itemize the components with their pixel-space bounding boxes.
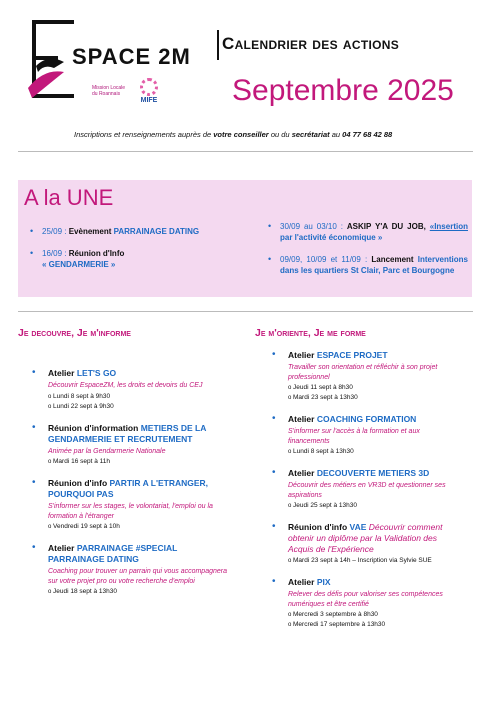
- activity-dates: [288, 610, 462, 630]
- title-divider: [217, 30, 219, 60]
- activity-item: [32, 368, 232, 412]
- activity-description: Découvrir EspaceZM, les droits et devoirs du CEJ: [48, 382, 203, 389]
- activity-dates: [48, 587, 232, 597]
- une-right-list: [266, 221, 468, 287]
- partner-logos: [92, 78, 158, 104]
- activity-date: o Lundi 22 sept à 9h30: [48, 402, 232, 412]
- activity-date: o Mercredi 17 septembre à 13h30: [288, 620, 462, 630]
- une-item: [266, 254, 468, 276]
- une-date: 25/09 :: [42, 227, 67, 236]
- activity-title: • Atelier PARRAINAGE #SPECIAL PARRAINAGE DATING: [48, 543, 178, 564]
- activity-description: S'informer sur l'accès à la formation et aux financements: [288, 428, 420, 445]
- une-date: 16/09 :: [42, 249, 67, 258]
- activity-title: • Atelier COACHING FORMATION: [288, 414, 417, 424]
- activity-description: Découvrir des métiers en VR3D et questionner ses aspirations: [288, 482, 446, 499]
- une-highlight: par l'activité économique »: [280, 233, 383, 242]
- activity-description: S'informer sur les stages, le volontariat, l'emploi ou la formation à l'étranger: [48, 503, 213, 520]
- activity-item: [32, 478, 232, 532]
- activity-title: • Réunion d'info VAE Découvrir comment obtenir un diplôme par la Validation des Acquis de l'Expérience: [288, 522, 443, 554]
- activity-dates: [288, 383, 462, 403]
- une-item: [266, 221, 468, 243]
- activity-description: Coaching pour trouver un parrain qui vous accompagnera sur votre projet pro ou votre recherche d'emploi: [48, 568, 227, 585]
- activity-title: • Réunion d'information METIERS DE LA GENDARMERIE ET RECRUTEMENT: [48, 422, 207, 444]
- activity-item: [272, 468, 462, 511]
- une-label: Evènement: [68, 227, 112, 236]
- activity-date: o Lundi 8 sept à 9h30: [48, 392, 232, 402]
- activity-item: [32, 423, 232, 468]
- une-date: 30/09 au 03/10 :: [280, 222, 343, 231]
- month-title: Septembre 2025: [232, 74, 454, 107]
- activity-description: Animée par la Gendarmerie Nationale: [48, 447, 166, 455]
- activity-title: • Atelier DECOUVERTE METIERS 3D: [288, 468, 430, 478]
- activity-dates: [48, 522, 232, 532]
- activity-dates: [288, 556, 462, 566]
- une-item: [28, 248, 218, 270]
- mife-label: MIFE: [140, 97, 158, 104]
- right-activity-list: [272, 350, 462, 641]
- page-title: Calendrier des actions: [222, 34, 399, 53]
- une-link[interactable]: «Insertion: [429, 222, 468, 231]
- contact-conseiller: votre conseiller: [213, 130, 269, 139]
- contact-prefix: Inscriptions et renseignements auprès de: [74, 130, 212, 139]
- une-label: Réunion d'Info: [68, 249, 125, 258]
- divider: [18, 151, 473, 152]
- contact-secretariat: secrétariat: [291, 130, 330, 139]
- une-highlight: PARRAINAGE DATING: [113, 227, 200, 236]
- contact-suffix: au: [331, 130, 341, 139]
- activity-description: Travailler son orientation et réfléchir à son projet professionnel: [288, 364, 438, 381]
- contact-line: [74, 130, 392, 139]
- une-label: ASKIP Y'A DU JOB,: [346, 222, 426, 231]
- activity-item: [272, 414, 462, 457]
- espace2m-logo: [24, 18, 199, 113]
- contact-phone: 04 77 68 42 88: [342, 130, 393, 139]
- une-label: Lancement: [371, 255, 414, 264]
- left-activity-list: [32, 368, 232, 608]
- une-date: 09/09, 10/09 et 11/09 :: [280, 255, 368, 264]
- brand-name: SPACE 2M: [72, 44, 191, 69]
- activity-date: o Jeudi 11 sept à 8h30: [288, 383, 462, 393]
- mife-ring-icon: [140, 78, 158, 96]
- activity-item: [32, 543, 232, 597]
- une-left-list: [28, 226, 218, 281]
- activity-title: • Atelier LET'S GO: [48, 368, 117, 378]
- une-panel: [18, 180, 472, 297]
- activity-dates: [288, 447, 462, 457]
- activity-date: o Mercredi 3 septembre à 8h30: [288, 610, 462, 620]
- activity-date: o Jeudi 18 sept à 13h30: [48, 587, 232, 597]
- contact-middle: ou du: [270, 130, 290, 139]
- une-highlight: « GENDARMERIE »: [42, 260, 116, 269]
- activity-title: • Atelier ESPACE PROJET: [288, 350, 388, 360]
- left-column-heading: Je decouvre, Je m'informe: [18, 327, 131, 339]
- activity-date: o Mardi 23 sept à 13h30: [288, 393, 462, 403]
- activity-title: • Réunion d'info PARTIR A L'ETRANGER, POURQUOI PAS: [48, 478, 209, 499]
- activity-title: • Atelier PIX: [288, 577, 331, 587]
- activity-item: [272, 577, 462, 630]
- activity-item: [272, 350, 462, 403]
- activity-date: o Vendredi 19 sept à 10h: [48, 522, 232, 532]
- activity-dates: [288, 501, 462, 511]
- right-column-heading: Je m'oriente, Je me forme: [255, 327, 366, 339]
- divider: [18, 311, 473, 312]
- activity-date: o Lundi 8 sept à 13h30: [288, 447, 462, 457]
- mife-logo: [140, 78, 158, 104]
- activity-dates: [48, 392, 232, 412]
- mission-locale-logo: Mission Locale du Roannais: [92, 85, 126, 97]
- activity-item: [272, 522, 462, 566]
- activity-dates: [48, 457, 232, 467]
- activity-date: o Mardi 23 sept à 14h – Inscription via Sylvie SUE: [288, 556, 462, 566]
- activity-date: o Jeudi 25 sept à 13h30: [288, 501, 462, 511]
- une-item: [28, 226, 218, 237]
- activity-description: Relever des défis pour valoriser ses compétences numériques et être certifié: [288, 591, 443, 608]
- activity-date: o Mardi 16 sept à 11h: [48, 457, 232, 467]
- une-highlight: Interventions dans les quartiers St Clair, Parc et Bourgogne: [280, 255, 468, 275]
- une-title: A la UNE: [24, 185, 114, 210]
